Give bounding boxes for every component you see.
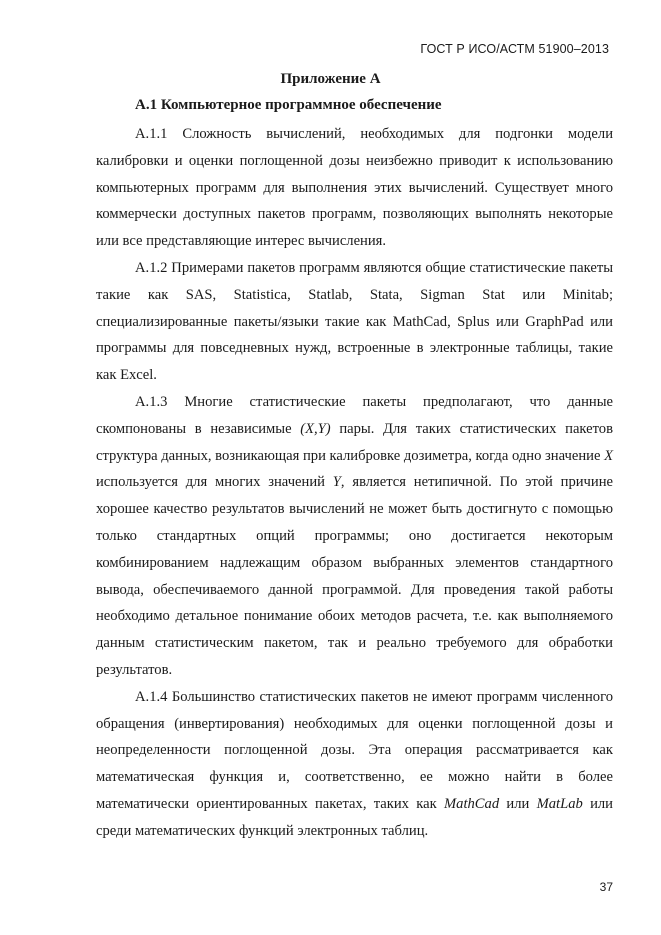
paragraph-text: или bbox=[499, 795, 537, 812]
document-header: ГОСТ Р ИСО/АСТМ 51900–2013 bbox=[420, 42, 609, 56]
software-mathcad: MathCad bbox=[443, 795, 500, 812]
paragraph-a-1-3 bbox=[96, 389, 613, 684]
section-title: А.1 Компьютерное программное обеспечение bbox=[135, 97, 442, 113]
variable-xy: (X,Y) bbox=[300, 420, 331, 437]
paragraph-text: используется для многих значений bbox=[96, 474, 333, 491]
paragraph-text: , является нетипичной. По этой причине хорошее качество результатов вычислений не может быть достигнуто с помощью только стандартных опций программы; оно достигается некоторым комбинированием надлежащим образом выбранных элементов стандартного вывода, обеспечиваемого данной программой. Для проведения такой работы необходимо детальное понимание обоих методов расчета, т.е. как выполняемого данным статистическим пакетом, так и реально требуемого для обработки результатов. bbox=[96, 474, 613, 678]
software-matlab: MatLab bbox=[536, 795, 583, 812]
paragraph-text: или среди математических функций электронных таблиц. bbox=[96, 795, 613, 839]
variable-y: Y bbox=[332, 474, 341, 491]
appendix-title: Приложение А bbox=[280, 71, 381, 87]
paragraph-a-1-4 bbox=[96, 684, 613, 845]
paragraph-text: А.1.3 Многие статистические пакеты предполагают, что данные скомпонованы в независимые bbox=[96, 393, 613, 437]
variable-x: X bbox=[604, 447, 613, 464]
paragraph-text: пары. Для таких статистических пакетов структура данных, возникающая при калибровке дозиметра, когда одно значение bbox=[96, 420, 613, 464]
page-number: 37 bbox=[599, 880, 613, 894]
paragraph-a-1-2: А.1.2 Примерами пакетов программ являются общие статистические пакеты такие как SAS, Statistica, Statlab, Stata, Sigman Stat или Minitab; специализированные пакеты/языки такие как MathCad, Splus или GraphPad или программы для повседневных нужд, встроенные в электронные таблицы, такие как Excel. bbox=[96, 259, 613, 384]
document-body bbox=[96, 121, 613, 845]
paragraph-a-1-1: А.1.1 Сложность вычислений, необходимых для подгонки модели калибровки и оценки поглощенной дозы неизбежно приводит к использованию компьютерных программ для выполнения этих вычислений. Существует много коммерчески доступных пакетов программ, позволяющих выполнять некоторые или все представляющие интерес вычисления. bbox=[96, 126, 613, 250]
paragraph-text: А.1.4 Большинство статистических пакетов не имеют программ численного обращения (инвертирования) необходимых для оценки поглощенной дозы и неопределенности поглощенной дозы. Эта операция рассматривается как математическая функция и, соответственно, ее можно найти в более математически ориентированных пакетах, таких как bbox=[96, 688, 613, 812]
